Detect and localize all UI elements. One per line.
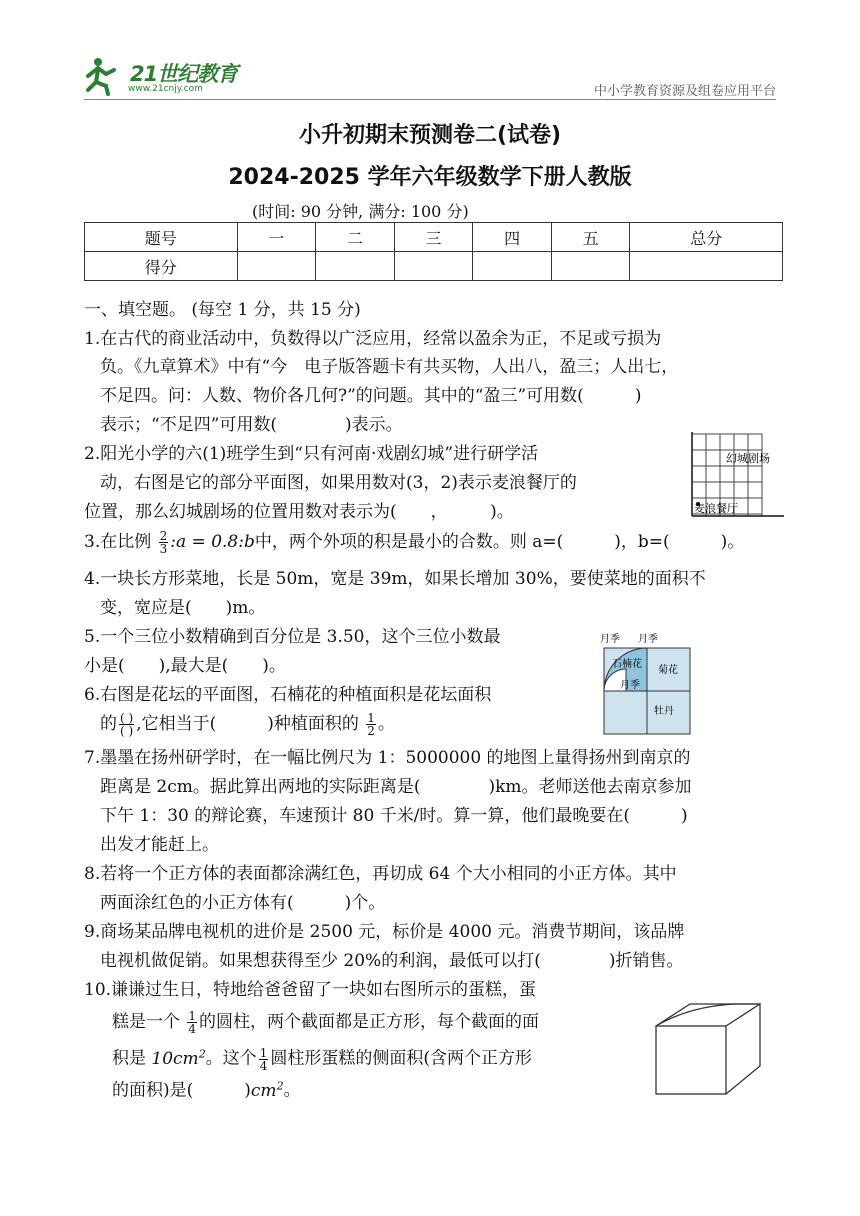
table-cell: 五	[551, 223, 630, 252]
question-1-line: 1.在古代的商业活动中，负数得以广泛应用，经常以盈余为正，不足或亏损为	[84, 329, 662, 349]
flower-label: 月季	[600, 634, 620, 645]
question-1-line: 负。《九章算术》中有“今 电子版答题卡有共买物，人出八，盈三；人出七，	[100, 357, 679, 377]
question-4-line: 变，宽应是( )m。	[100, 598, 266, 618]
header-divider	[84, 99, 776, 100]
question-7-line: 出发才能赶上。	[100, 835, 219, 855]
question-2-line: 2.阳光小学的六(1)班学生到“只有河南·戏剧幻城”进行研学活	[84, 444, 539, 464]
question-3-line	[84, 528, 744, 556]
question-5-line: 5.一个三位小数精确到百分位是 3.50，这个三位小数最	[84, 627, 501, 647]
table-row	[85, 223, 783, 252]
logo-text: 21世纪教育	[130, 62, 238, 86]
fraction	[259, 1047, 269, 1072]
score-table	[84, 222, 783, 281]
question-8-line: 8.若将一个正方体的表面都涂满红色，再切成 64 个大小相同的小正方体。其中	[84, 864, 677, 884]
question-1-line: 不足四。问：人数、物价各几何?”的问题。其中的“盈三”可用数( )	[100, 386, 642, 406]
table-row	[85, 252, 783, 281]
fraction	[159, 530, 169, 555]
score-input-cell[interactable]	[551, 252, 630, 281]
fraction-numerator: 2	[159, 529, 168, 543]
question-8-line: 两面涂红色的小正方体有( )个。	[100, 893, 386, 913]
fraction-numerator: 1	[367, 711, 375, 725]
score-input-cell[interactable]	[316, 252, 395, 281]
park-grid-figure	[688, 432, 788, 518]
restaurant-label: 麦浪餐厅	[694, 502, 738, 515]
question-10-prefix: 糕是一个	[112, 1012, 180, 1032]
fraction-denominator: ( )	[120, 724, 134, 738]
cake-figure	[650, 1000, 770, 1100]
question-9-line: 9.商场某品牌电视机的进价是 2500 元，标价是 4000 元。消费节期间，该品牌	[84, 922, 685, 942]
score-input-cell[interactable]	[630, 252, 783, 281]
question-10-prefix: 积是	[112, 1048, 146, 1069]
table-cell: 二	[316, 223, 395, 252]
flower-label: 菊花	[658, 665, 678, 676]
platform-name: 中小学教育资源及组卷应用平台	[593, 84, 776, 99]
question-6-line	[100, 710, 395, 738]
fraction-denominator: 2	[367, 724, 375, 738]
question-10-line: 10.谦谦过生日，特地给爸爸留了一块如右图所示的蛋糕，蛋	[84, 980, 537, 1000]
question-7-line: 7.墨墨在扬州研学时，在一幅比例尺为 1：5000000 的地图上量得扬州到南京的	[84, 748, 691, 768]
unit-exponent: 2	[276, 1079, 284, 1092]
page-title: 小升初期末预测卷二(试卷)	[298, 123, 562, 148]
table-cell: 四	[473, 223, 552, 252]
fraction	[366, 712, 376, 737]
question-2-line: 位置，那么幻城剧场的位置用数对表示为( ， )。	[84, 502, 514, 522]
table-cell: 总分	[630, 223, 783, 252]
flowerbed-figure	[594, 630, 704, 738]
fraction	[187, 1010, 197, 1035]
score-input-cell[interactable]	[473, 252, 552, 281]
flower-label: 牡丹	[654, 706, 674, 717]
question-10-line	[112, 1008, 539, 1036]
score-input-cell[interactable]	[394, 252, 473, 281]
fraction-numerator: ( )	[120, 711, 134, 725]
question-3-prefix: 3.在比例	[84, 532, 152, 552]
fraction-denominator: 3	[159, 542, 168, 556]
area-number: 10cm	[151, 1048, 199, 1069]
question-10-line	[112, 1040, 532, 1073]
table-cell: 题号	[85, 223, 238, 252]
flower-label: 石楠花	[612, 659, 642, 670]
proportion-expression: :a = 0.8:b	[170, 532, 255, 552]
question-6-line: 6.右图是花坛的平面图，石楠花的种植面积是花坛面积	[84, 685, 492, 705]
question-7-line: 下午 1：30 的辩论赛，车速预计 80 千米/时。算一算，他们最晚要在( )	[100, 806, 688, 826]
fraction-denominator: 4	[259, 1058, 268, 1073]
question-10-suffix: 。	[283, 1080, 301, 1101]
page-subtitle: 2024-2025 学年六年级数学下册人教版	[228, 165, 632, 190]
question-10-prefix: 的面积)是( )	[112, 1080, 251, 1101]
area-value	[151, 1049, 205, 1069]
theater-label: 幻城剧场	[726, 452, 770, 465]
fraction-numerator: 1	[188, 1009, 197, 1023]
flower-label: 月季	[620, 680, 640, 691]
question-6-mid: ,它相当于( )种植面积的	[136, 714, 359, 734]
question-9-line: 电视机做促销。如果想获得至少 20%的利润，最低可以打( )折销售。	[100, 951, 684, 971]
question-6-prefix: 的	[100, 714, 117, 734]
unit-text: cm	[250, 1080, 277, 1101]
logo-url: www.21cnjy.com	[128, 84, 203, 94]
question-10-text: 的圆柱，两个截面都是正方形，每个截面的面	[199, 1012, 540, 1032]
question-10-line	[112, 1072, 301, 1105]
unit	[251, 1081, 284, 1101]
question-1-line: 表示；“不足四”可用数( )表示。	[100, 415, 403, 435]
score-input-cell[interactable]	[237, 252, 316, 281]
table-cell: 三	[394, 223, 473, 252]
table-cell: 一	[237, 223, 316, 252]
question-4-line: 4.一块长方形菜地，长是 50m，宽是 39m，如果长增加 30%，要使菜地的面积不	[84, 569, 706, 589]
table-cell: 得分	[85, 252, 238, 281]
flower-label: 月季	[638, 634, 658, 645]
fraction-denominator: 4	[188, 1022, 197, 1036]
fraction-blank	[119, 712, 134, 737]
question-6-suffix: 。	[377, 714, 395, 734]
fraction-numerator: 1	[259, 1045, 268, 1060]
question-7-line: 距离是 2cm。据此算出两地的实际距离是( )km。老师送他去南京参加	[100, 777, 692, 797]
area-exponent: 2	[198, 1047, 206, 1060]
section-heading: 一、填空题。 (每空 1 分，共 15 分)	[84, 300, 361, 320]
question-10-text: 圆柱形蛋糕的侧面积(含两个正方形	[270, 1048, 532, 1069]
question-10-mid: 。这个	[205, 1048, 257, 1069]
question-2-line: 动，右图是它的部分平面图，如果用数对(3，2)表示麦浪餐厅的	[100, 473, 577, 493]
question-5-line: 小是( ),最大是( )。	[84, 656, 286, 676]
exam-info: (时间: 90 分钟, 满分: 100 分)	[252, 202, 469, 221]
question-3-suffix: 中，两个外项的积是最小的合数。则 a=( )，b=( )。	[254, 532, 745, 552]
